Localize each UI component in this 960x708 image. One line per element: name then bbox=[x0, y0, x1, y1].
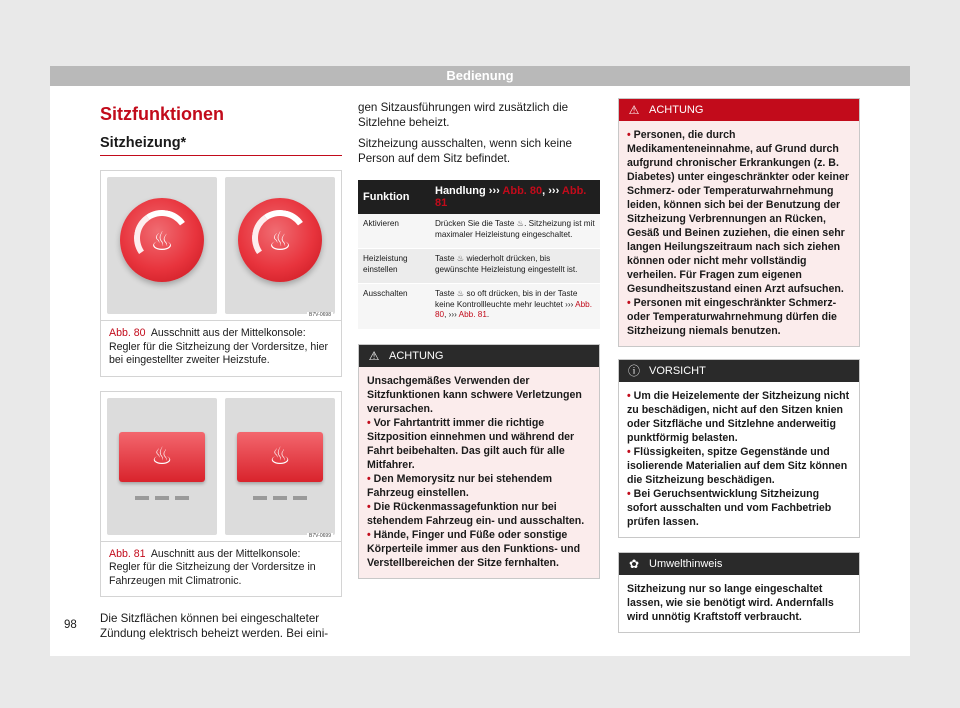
seat-heating-icon: ♨ bbox=[151, 442, 173, 470]
seat-heating-icon: ♨ bbox=[456, 289, 465, 298]
figure-81 bbox=[100, 391, 342, 598]
table-header-funktion: Funktion bbox=[358, 180, 430, 214]
section-subtitle: Sitzheizung* bbox=[100, 135, 342, 156]
image-code: B7V-0699 bbox=[309, 532, 331, 539]
table-header-handlung: Handlung ››› Abb. 80, ››› Abb. 81 bbox=[430, 180, 600, 214]
table-row: Heizleistung einstellen Taste ♨ wiederholt drücken, bis gewünschte Heizleistung eingestellt ist. bbox=[358, 249, 600, 284]
umwelt-box: ✿ Umwelthinweis Sitzheizung nur so lange eingeschaltet lassen, wie sie benötigt wird. Andernfalls wird unnötig Kraftstoff verbraucht. bbox=[618, 552, 860, 633]
ref-link[interactable]: Abb. 81 bbox=[458, 310, 487, 319]
column-left bbox=[100, 86, 342, 641]
page-number: 98 bbox=[64, 619, 77, 631]
seat-heating-icon: ♨ bbox=[269, 442, 291, 470]
seat-heating-icon: ♨ bbox=[150, 226, 174, 257]
figure-80-caption: Abb. 80 Ausschnitt aus der Mittelkonsole: Regler für die Sitzheizung der Vordersitze, hier bei eingestellter zweiter Heizstufe. bbox=[109, 327, 329, 366]
page-header: Bedienung bbox=[50, 66, 910, 86]
seat-heating-knob bbox=[120, 198, 204, 282]
indicator-leds bbox=[253, 496, 307, 500]
figure-81-image bbox=[101, 392, 341, 542]
environment-flower-icon: ✿ bbox=[628, 557, 640, 571]
seat-heating-icon: ♨ bbox=[268, 226, 292, 257]
function-table bbox=[358, 180, 600, 330]
ref-link[interactable]: Abb. 80 bbox=[435, 299, 593, 319]
info-circle-icon: ⓘ bbox=[627, 364, 640, 378]
left-seat-knob-panel bbox=[107, 177, 217, 314]
indicator-leds bbox=[135, 496, 189, 500]
achtung-box: ⚠ ACHTUNG Unsachgemäßes Verwenden der Sitzfunktionen kann schwere Verletzungen verursachen. • Vor Fahrtantritt immer die richtige Sitzposition einnehmen und während der Fahrt beibehalten. Das gilt auch für alle Mitfahrer. • Den Memorysitz nur bei stehendem Fahrzeug einstellen. • Die Rückenmassagefunktion nur bei stehendem Fahrzeug ein- und ausschalten. • Hände, Finger und Füße oder sonstige Körperteile immer aus den Funktions- und Verstellbereichen der Sitze fernhalten. bbox=[358, 344, 600, 579]
figure-80-image bbox=[101, 171, 341, 321]
achtung-box: ⚠ ACHTUNG • Personen, die durch Medikamenteneinnahme, auf Grund durch aufgrund chronischer Erkrankungen (z. B. Diabetes) unter eingeschränkter oder keiner Schmerz- oder Temperaturwahrnehmung leiden, können sich bei der Benutzung der Sitzheizung Verbrennungen an Rücken, Gesäß und Beinen zuziehen, die einen sehr langen Heilungszeitraum nach sich ziehen können oder nicht mehr vollständig verheilen. Für Fragen zum eigenen Gesundheitszustand einen Arzt aufsuchen. • Personen mit eingeschränkter Schmerz- oder Temperaturwahrnehmung dürfen die Sitzheizung niemals benutzen. bbox=[618, 98, 860, 347]
figure-81-caption: Abb. 81 Auschnitt aus der Mittelkonsole: Regler für die Sitzheizung der Vordersitze in Fahrzeugen mit Climatronic. bbox=[109, 547, 316, 587]
image-code: B7V-0698 bbox=[309, 312, 331, 318]
warning-triangle-icon: ⚠ bbox=[628, 103, 640, 117]
seat-heating-icon: ♨ bbox=[516, 219, 525, 228]
ref-link[interactable]: Abb. 81 bbox=[435, 185, 587, 209]
body-text: Sitzheizung ausschalten, wenn sich keine Person auf dem Sitz befindet. bbox=[358, 137, 572, 165]
ref-link[interactable]: Abb. 80 bbox=[502, 185, 543, 197]
column-middle bbox=[358, 86, 600, 579]
right-seat-button-panel bbox=[225, 398, 335, 535]
manual-page bbox=[50, 66, 910, 656]
table-row: Aktivieren Drücken Sie die Taste ♨. Sitzheizung ist mit maximaler Heizleistung eingeschaltet. bbox=[358, 214, 600, 249]
table-row: Ausschalten Taste ♨ so oft drücken, bis in der Taste keine Kontrollleuchte mehr leuchtet ››› Abb. 80, ››› Abb. 81. bbox=[358, 284, 600, 330]
figure-80 bbox=[100, 170, 342, 377]
left-seat-button-panel bbox=[107, 398, 217, 535]
seat-heating-button bbox=[119, 432, 205, 482]
warning-triangle-icon: ⚠ bbox=[368, 348, 380, 363]
body-text: gen Sitzausführungen wird zusätzlich die Sitzlehne beheizt. bbox=[358, 101, 569, 129]
column-right bbox=[618, 86, 860, 633]
right-seat-knob-panel bbox=[225, 177, 335, 314]
body-text: Die Sitzflächen können bei eingeschalteter Zündung elektrisch beheizt werden. Bei eini- bbox=[100, 612, 329, 640]
vorsicht-box: ⓘ VORSICHT • Um die Heizelemente der Sitzheizung nicht zu beschädigen, nicht auf den Sitzen knien oder Sitzfläche und Sitzlehne anderweitig punktförmig belasten. • Flüssigkeiten, spitze Gegenstände und isolierende Materialien auf dem Sitz können die Sitzheizung beschädigen. • Bei Geruchsentwicklung Sitzheizung sofort ausschalten und vom Fachbetrieb prüfen lassen. bbox=[618, 359, 860, 538]
seat-heating-knob bbox=[238, 198, 322, 282]
seat-heating-icon: ♨ bbox=[456, 254, 465, 263]
seat-heating-button bbox=[237, 432, 323, 482]
section-title: Sitzfunktionen bbox=[100, 104, 224, 124]
